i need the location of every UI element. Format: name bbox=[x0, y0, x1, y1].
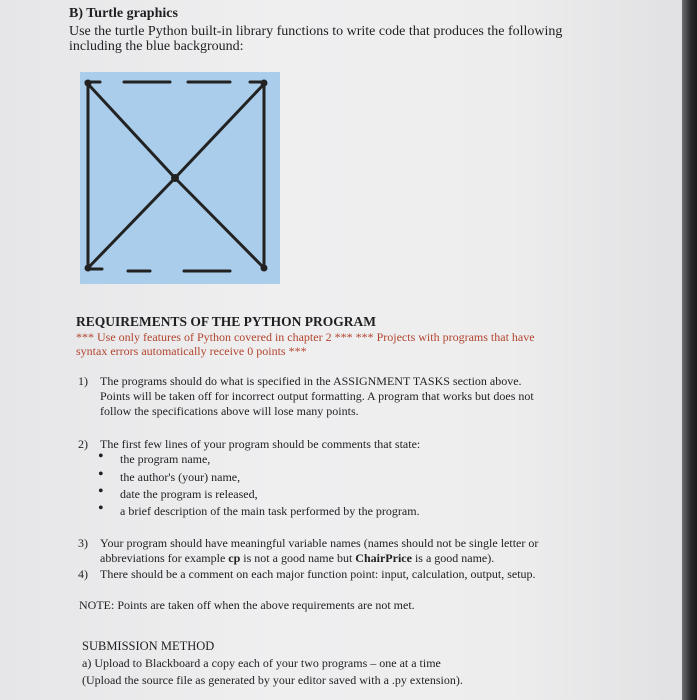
item-3-line-2-end: is a good name). bbox=[411, 551, 495, 565]
dot-bottom-right bbox=[261, 265, 268, 272]
turtle-figure bbox=[80, 72, 280, 284]
intro-line-2: including the blue background: bbox=[69, 39, 244, 54]
dot-top-right bbox=[261, 80, 268, 87]
requirements-note-line-2: syntax errors automatically receive 0 points *** bbox=[76, 344, 307, 358]
item-4-number: 4) bbox=[78, 567, 88, 581]
section-title: B) Turtle graphics bbox=[69, 6, 178, 21]
item-3-good-example: ChairPrice bbox=[355, 551, 412, 565]
item-1-line-2: Points will be taken off for incorrect output formatting. A program that works but does not bbox=[100, 389, 534, 403]
item-1-line-3: follow the specifications above will lose many points. bbox=[100, 404, 359, 418]
dot-top-left bbox=[85, 80, 92, 87]
requirements-note-line-1: *** Use only features of Python covered in chapter 2 *** *** Projects with programs that have bbox=[76, 330, 535, 344]
bullet-dot: • bbox=[98, 483, 104, 500]
item-1-number: 1) bbox=[78, 374, 88, 388]
submission-heading: SUBMISSION METHOD bbox=[82, 639, 215, 653]
dot-center bbox=[171, 174, 179, 182]
item-2-line-1: The first few lines of your program should be comments that state: bbox=[100, 437, 421, 451]
bullet-item: a brief description of the main task performed by the program. bbox=[120, 504, 420, 518]
dot-bottom-left bbox=[85, 265, 92, 272]
bullet-dot: • bbox=[98, 448, 104, 465]
item-1-line-1: The programs should do what is specified in the ASSIGNMENT TASKS section above. bbox=[100, 374, 522, 388]
intro-line-1: Use the turtle Python built-in library functions to write code that produces the following bbox=[69, 24, 563, 39]
bullet-item: the author's (your) name, bbox=[120, 470, 241, 484]
item-4-line-1: There should be a comment on each major function point: input, calculation, output, setup. bbox=[100, 567, 536, 581]
item-2-number: 2) bbox=[78, 437, 88, 451]
item-3-line-2 bbox=[100, 552, 494, 564]
bullet-item: the program name, bbox=[120, 452, 211, 466]
bullet-dot: • bbox=[98, 500, 104, 517]
submission-line-2: (Upload the source file as generated by your editor saved with a .py extension). bbox=[82, 673, 463, 687]
submission-line-1: a) Upload to Blackboard a copy each of your two programs – one at a time bbox=[82, 656, 441, 670]
item-3-number: 3) bbox=[78, 536, 88, 550]
item-3-line-1: Your program should have meaningful variable names (names should not be single letter or bbox=[100, 536, 539, 550]
item-3-line-2-middle: is not a good name but bbox=[240, 551, 356, 565]
bullet-item: date the program is released, bbox=[120, 487, 258, 501]
requirements-note: NOTE: Points are taken off when the above requirements are not met. bbox=[79, 598, 415, 612]
bullet-dot: • bbox=[98, 466, 104, 483]
requirements-heading: REQUIREMENTS OF THE PYTHON PROGRAM bbox=[76, 314, 377, 329]
item-3-line-2-start: abbreviations for example bbox=[100, 551, 229, 565]
page-edge-shadow bbox=[682, 0, 697, 700]
item-3-bad-example: cp bbox=[228, 551, 241, 565]
